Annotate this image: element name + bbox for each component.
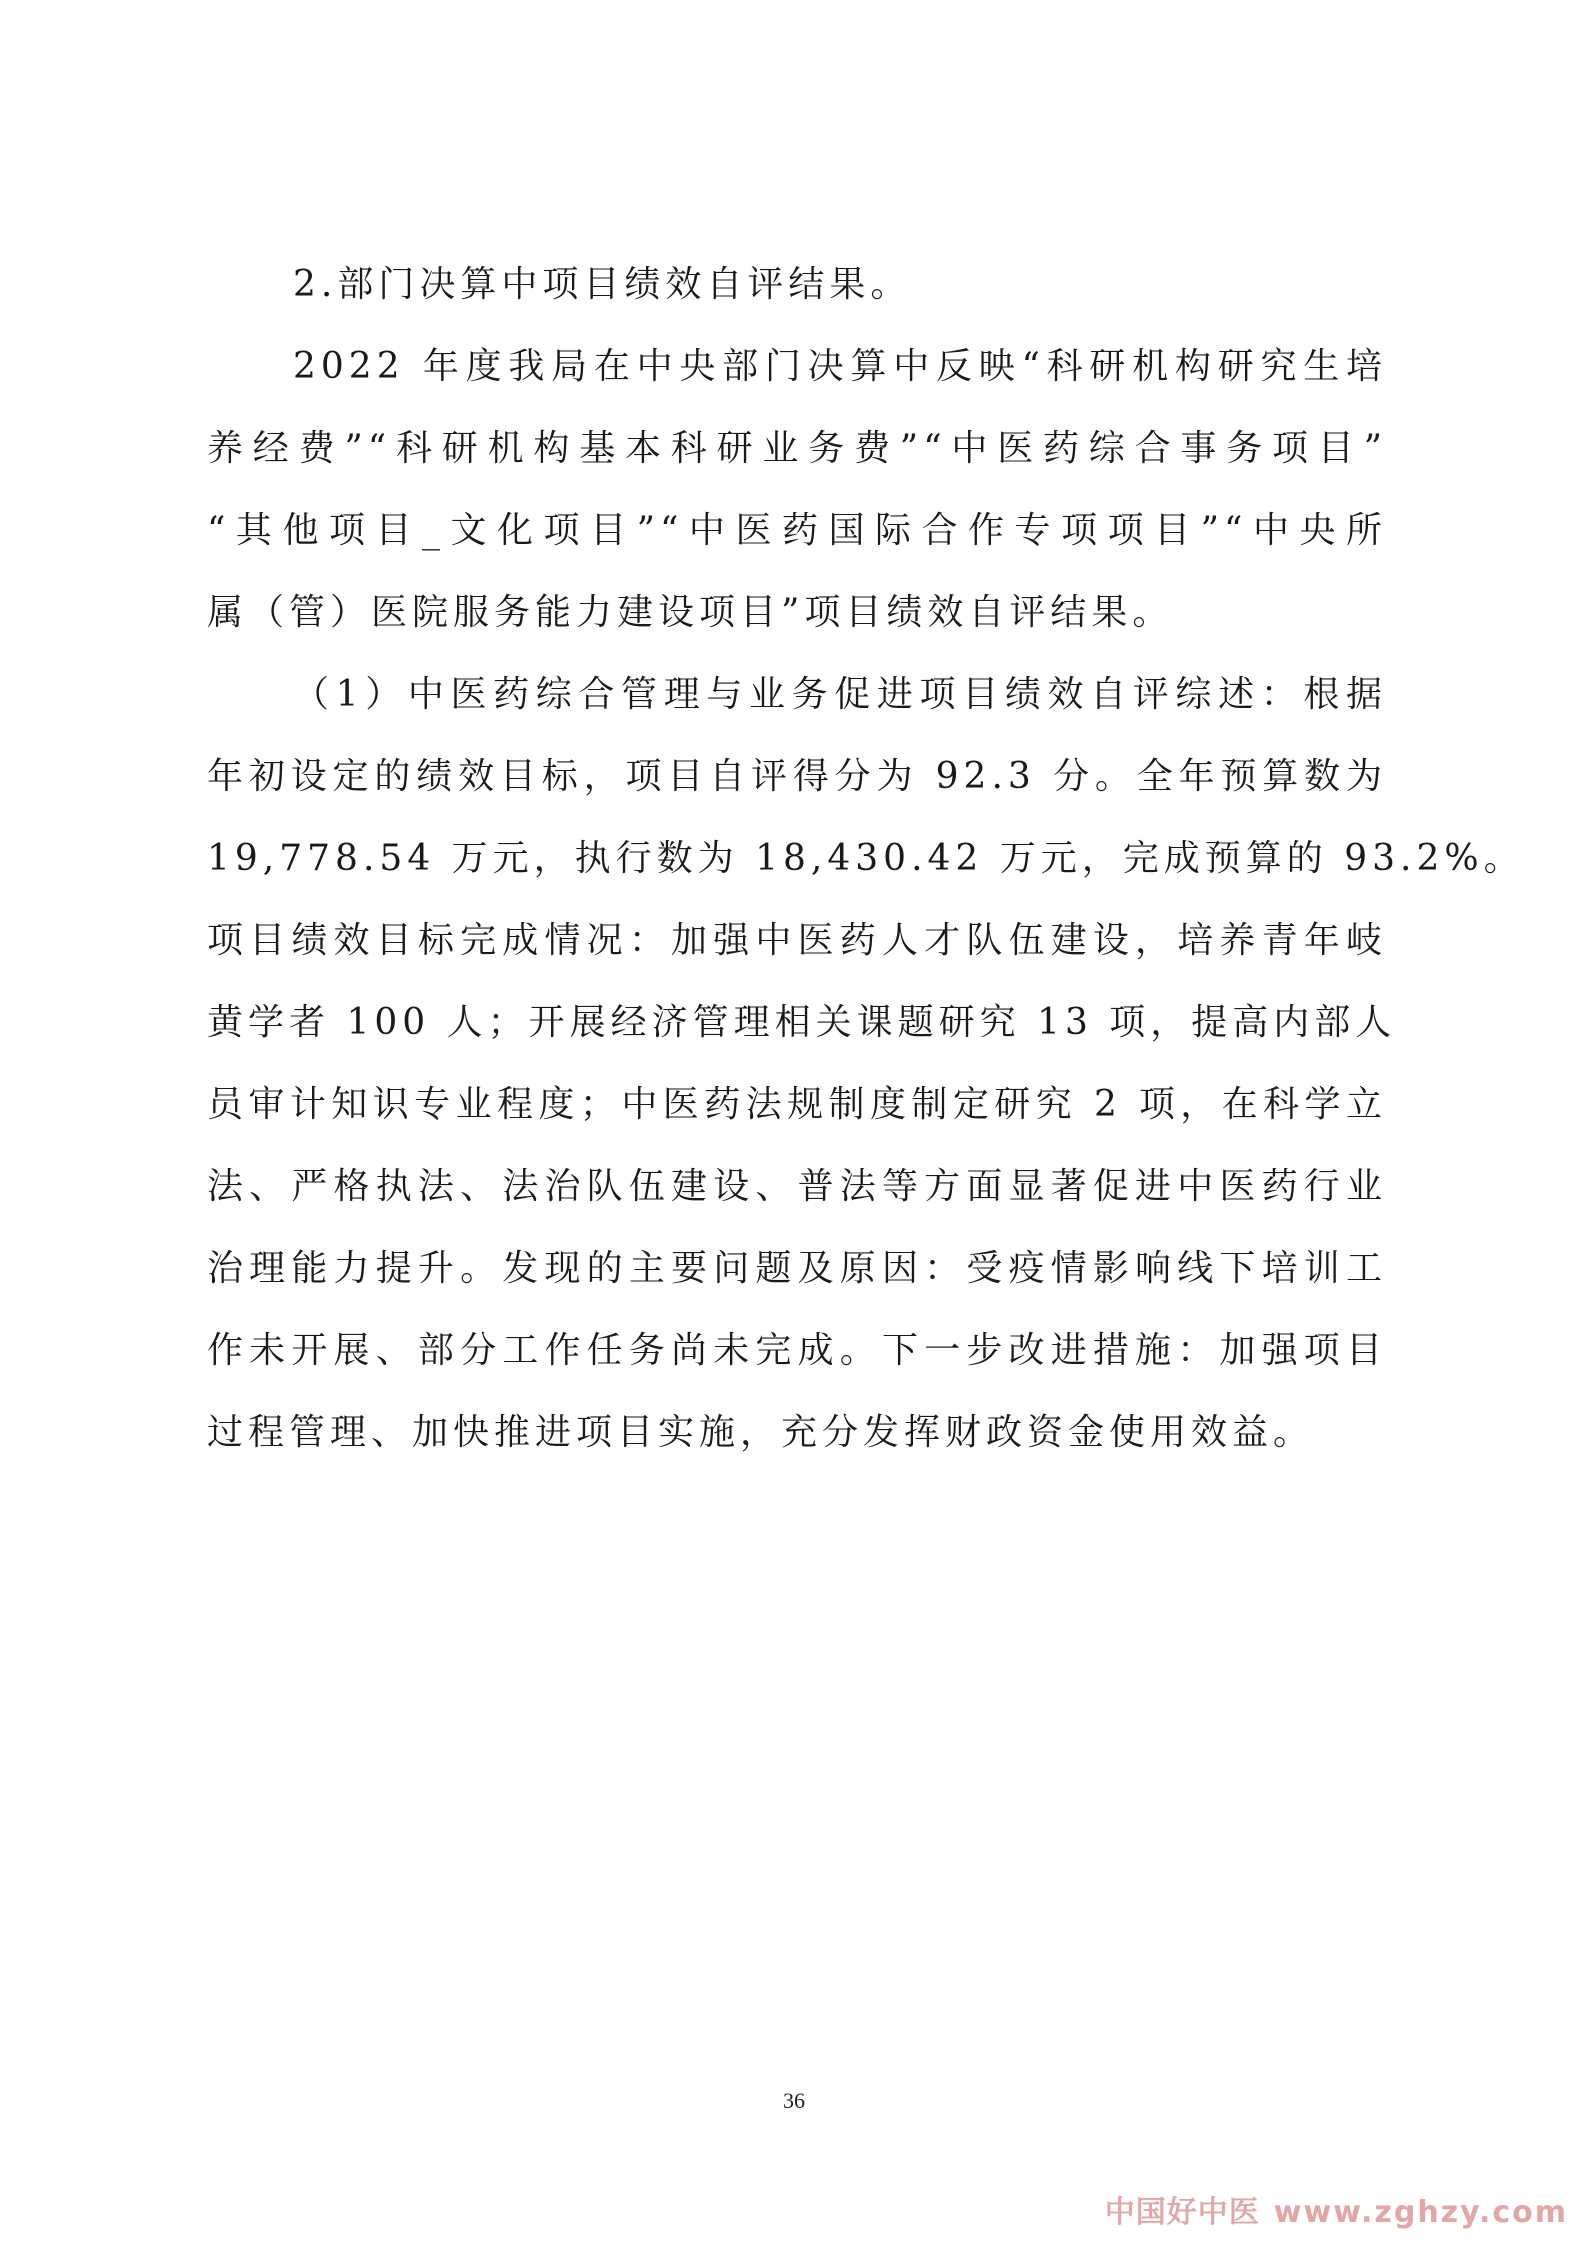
paragraph-line: 作未开展、部分工作任务尚未完成。下一步改进措施：加强项目 [207, 1330, 1387, 1371]
paragraph-line: 项目绩效目标完成情况：加强中医药人才队伍建设，培养青年岐 [207, 920, 1387, 961]
paragraph-line: （1）中医药综合管理与业务促进项目绩效自评综述：根据 [293, 674, 1387, 715]
watermark-url: www.zghzy.com [1273, 2195, 1568, 2230]
paragraph-line: 2022 年度我局在中央部门决算中反映“科研机构研究生培 [293, 346, 1387, 387]
paragraph-line: 属（管）医院服务能力建设项目”项目绩效自评结果。 [207, 592, 1174, 633]
paragraph-line: 治理能力提升。发现的主要问题及原因：受疫情影响线下培训工 [207, 1248, 1387, 1289]
paragraph-line: 法、严格执法、法治队伍建设、普法等方面显著促进中医药行业 [207, 1166, 1387, 1207]
paragraph-line: 黄学者 100 人；开展经济管理相关课题研究 13 项，提高内部人 [207, 1002, 1397, 1043]
paragraph-line: 过程管理、加快推进项目实施，充分发挥财政资金使用效益。 [207, 1412, 1315, 1453]
paragraph-line: 年初设定的绩效目标，项目自评得分为 92.3 分。全年预算数为 [207, 756, 1387, 797]
paragraph-line: 员审计知识专业程度；中医药法规制度制定研究 2 项，在科学立 [207, 1084, 1387, 1125]
site-watermark [1105, 2193, 1568, 2233]
paragraph-line: 养经费”“科研机构基本科研业务费”“中医药综合事务项目” [207, 428, 1387, 469]
paragraph-line: 19,778.54 万元，执行数为 18,430.42 万元，完成预算的 93.2%。 [207, 838, 1525, 879]
paragraph-line: “其他项目_文化项目”“中医药国际合作专项项目”“中央所 [207, 510, 1387, 551]
page-number: 36 [783, 2088, 805, 2113]
section-heading: 2.部门决算中项目绩效自评结果。 [293, 264, 912, 305]
watermark-brand: 中国好中医 [1104, 2195, 1260, 2230]
